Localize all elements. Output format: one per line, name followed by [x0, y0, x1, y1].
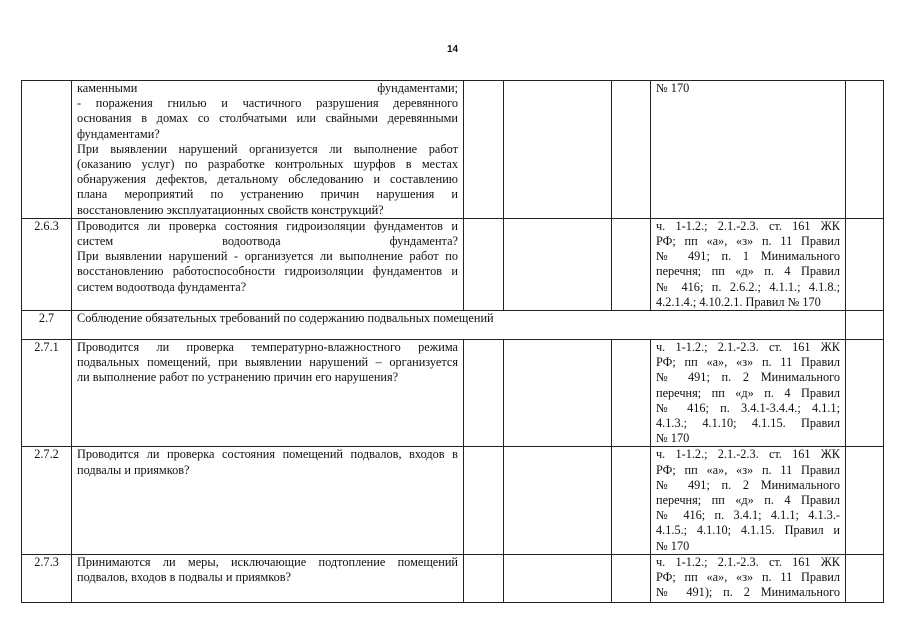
section-number: 2.7 — [22, 311, 72, 340]
legal-reference: ч. 1-1.2.; 2.1.-2.3. ст. 161 ЖК РФ; пп «а», «з» п. 11 Правил № 491); п. 2 Минимального — [651, 554, 846, 602]
notes-cell — [846, 311, 884, 340]
row-number: 2.6.3 — [22, 218, 72, 310]
legal-reference: ч. 1-1.2.; 2.1.-2.3. ст. 161 ЖК РФ; пп «а», «з» п. 11 Правил № 491; п. 1 Минимального перечня; пп «д» п. 4 Правил № 416; п. 2.6.2.; 4.1.1.; 4.1.8.; 4.2.1.4.; 4.10.2.1. Правил № 170 — [651, 218, 846, 310]
row-number — [22, 81, 72, 219]
notes-cell — [846, 447, 884, 554]
notes-cell — [846, 81, 884, 219]
answer-na-cell — [612, 340, 651, 447]
row-number: 2.7.3 — [22, 554, 72, 602]
answer-no-cell — [504, 340, 612, 447]
section-title: Соблюдение обязательных требований по содержанию подвальных помещений — [72, 311, 846, 340]
requirement-question: Принимаются ли меры, исключающие подтопление помещений подвалов, входов в подвалы и приямков? — [72, 554, 464, 602]
section-row — [22, 311, 884, 340]
requirement-question: Проводится ли проверка температурно-влажностного режима подвальных помещений, при выявлении нарушений – организуется ли выполнение работ по устранению причин его нарушения? — [72, 340, 464, 447]
table-row — [22, 340, 884, 447]
answer-yes-cell — [464, 554, 504, 602]
notes-cell — [846, 340, 884, 447]
answer-no-cell — [504, 81, 612, 219]
answer-yes-cell — [464, 447, 504, 554]
answer-no-cell — [504, 218, 612, 310]
legal-reference: ч. 1-1.2.; 2.1.-2.3. ст. 161 ЖК РФ; пп «а», «з» п. 11 Правил № 491; п. 2 Минимального перечня; пп «д» п. 4 Правил № 416; п. 3.4.1-3.4.4.; 4.1.1; 4.1.3.; 4.1.10; 4.1.15. Правил № 170 — [651, 340, 846, 447]
answer-yes-cell — [464, 218, 504, 310]
notes-cell — [846, 218, 884, 310]
legal-reference: ч. 1-1.2.; 2.1.-2.3. ст. 161 ЖК РФ; пп «а», «з» п. 11 Правил № 491; п. 2 Минимального перечня; пп «д» п. 4 Правил № 416; п. 3.4.1; 4.1.1; 4.1.3.- 4.1.5.; 4.1.10; 4.1.15. Правил и № 170 — [651, 447, 846, 554]
row-number: 2.7.2 — [22, 447, 72, 554]
answer-yes-cell — [464, 81, 504, 219]
answer-no-cell — [504, 554, 612, 602]
answer-yes-cell — [464, 340, 504, 447]
page-number: 14 — [446, 44, 459, 55]
checklist-table — [21, 80, 884, 603]
row-number: 2.7.1 — [22, 340, 72, 447]
notes-cell — [846, 554, 884, 602]
requirement-question: Проводится ли проверка состояния помещений подвалов, входов в подвалы и приямков? — [72, 447, 464, 554]
answer-no-cell — [504, 447, 612, 554]
answer-na-cell — [612, 218, 651, 310]
table-row — [22, 554, 884, 602]
table-row — [22, 218, 884, 310]
legal-reference: № 170 — [651, 81, 846, 219]
requirement-question: Проводится ли проверка состояния гидроизоляции фундаментов и систем водоотвода фундамента? При выявлении нарушений - организуется ли выполнение работ по восстановлению работоспособности гидроизоляции фундаментов и систем водоотвода фундамента? — [72, 218, 464, 310]
answer-na-cell — [612, 554, 651, 602]
table-row — [22, 447, 884, 554]
requirement-question: каменными фундаментами; - поражения гнилью и частичного разрушения деревянного основания в домах со столбчатыми или свайными деревянными фундаментами? При выявлении нарушений организуется ли выполнение работ (оказанию услуг) по разработке контрольных шурфов в местах обнаружения дефектов, детальному обследованию и составлению плана мероприятий по устранению причин нарушения и восстановлению эксплуатационных свойств конструкций? — [72, 81, 464, 219]
answer-na-cell — [612, 81, 651, 219]
table-row — [22, 81, 884, 219]
answer-na-cell — [612, 447, 651, 554]
